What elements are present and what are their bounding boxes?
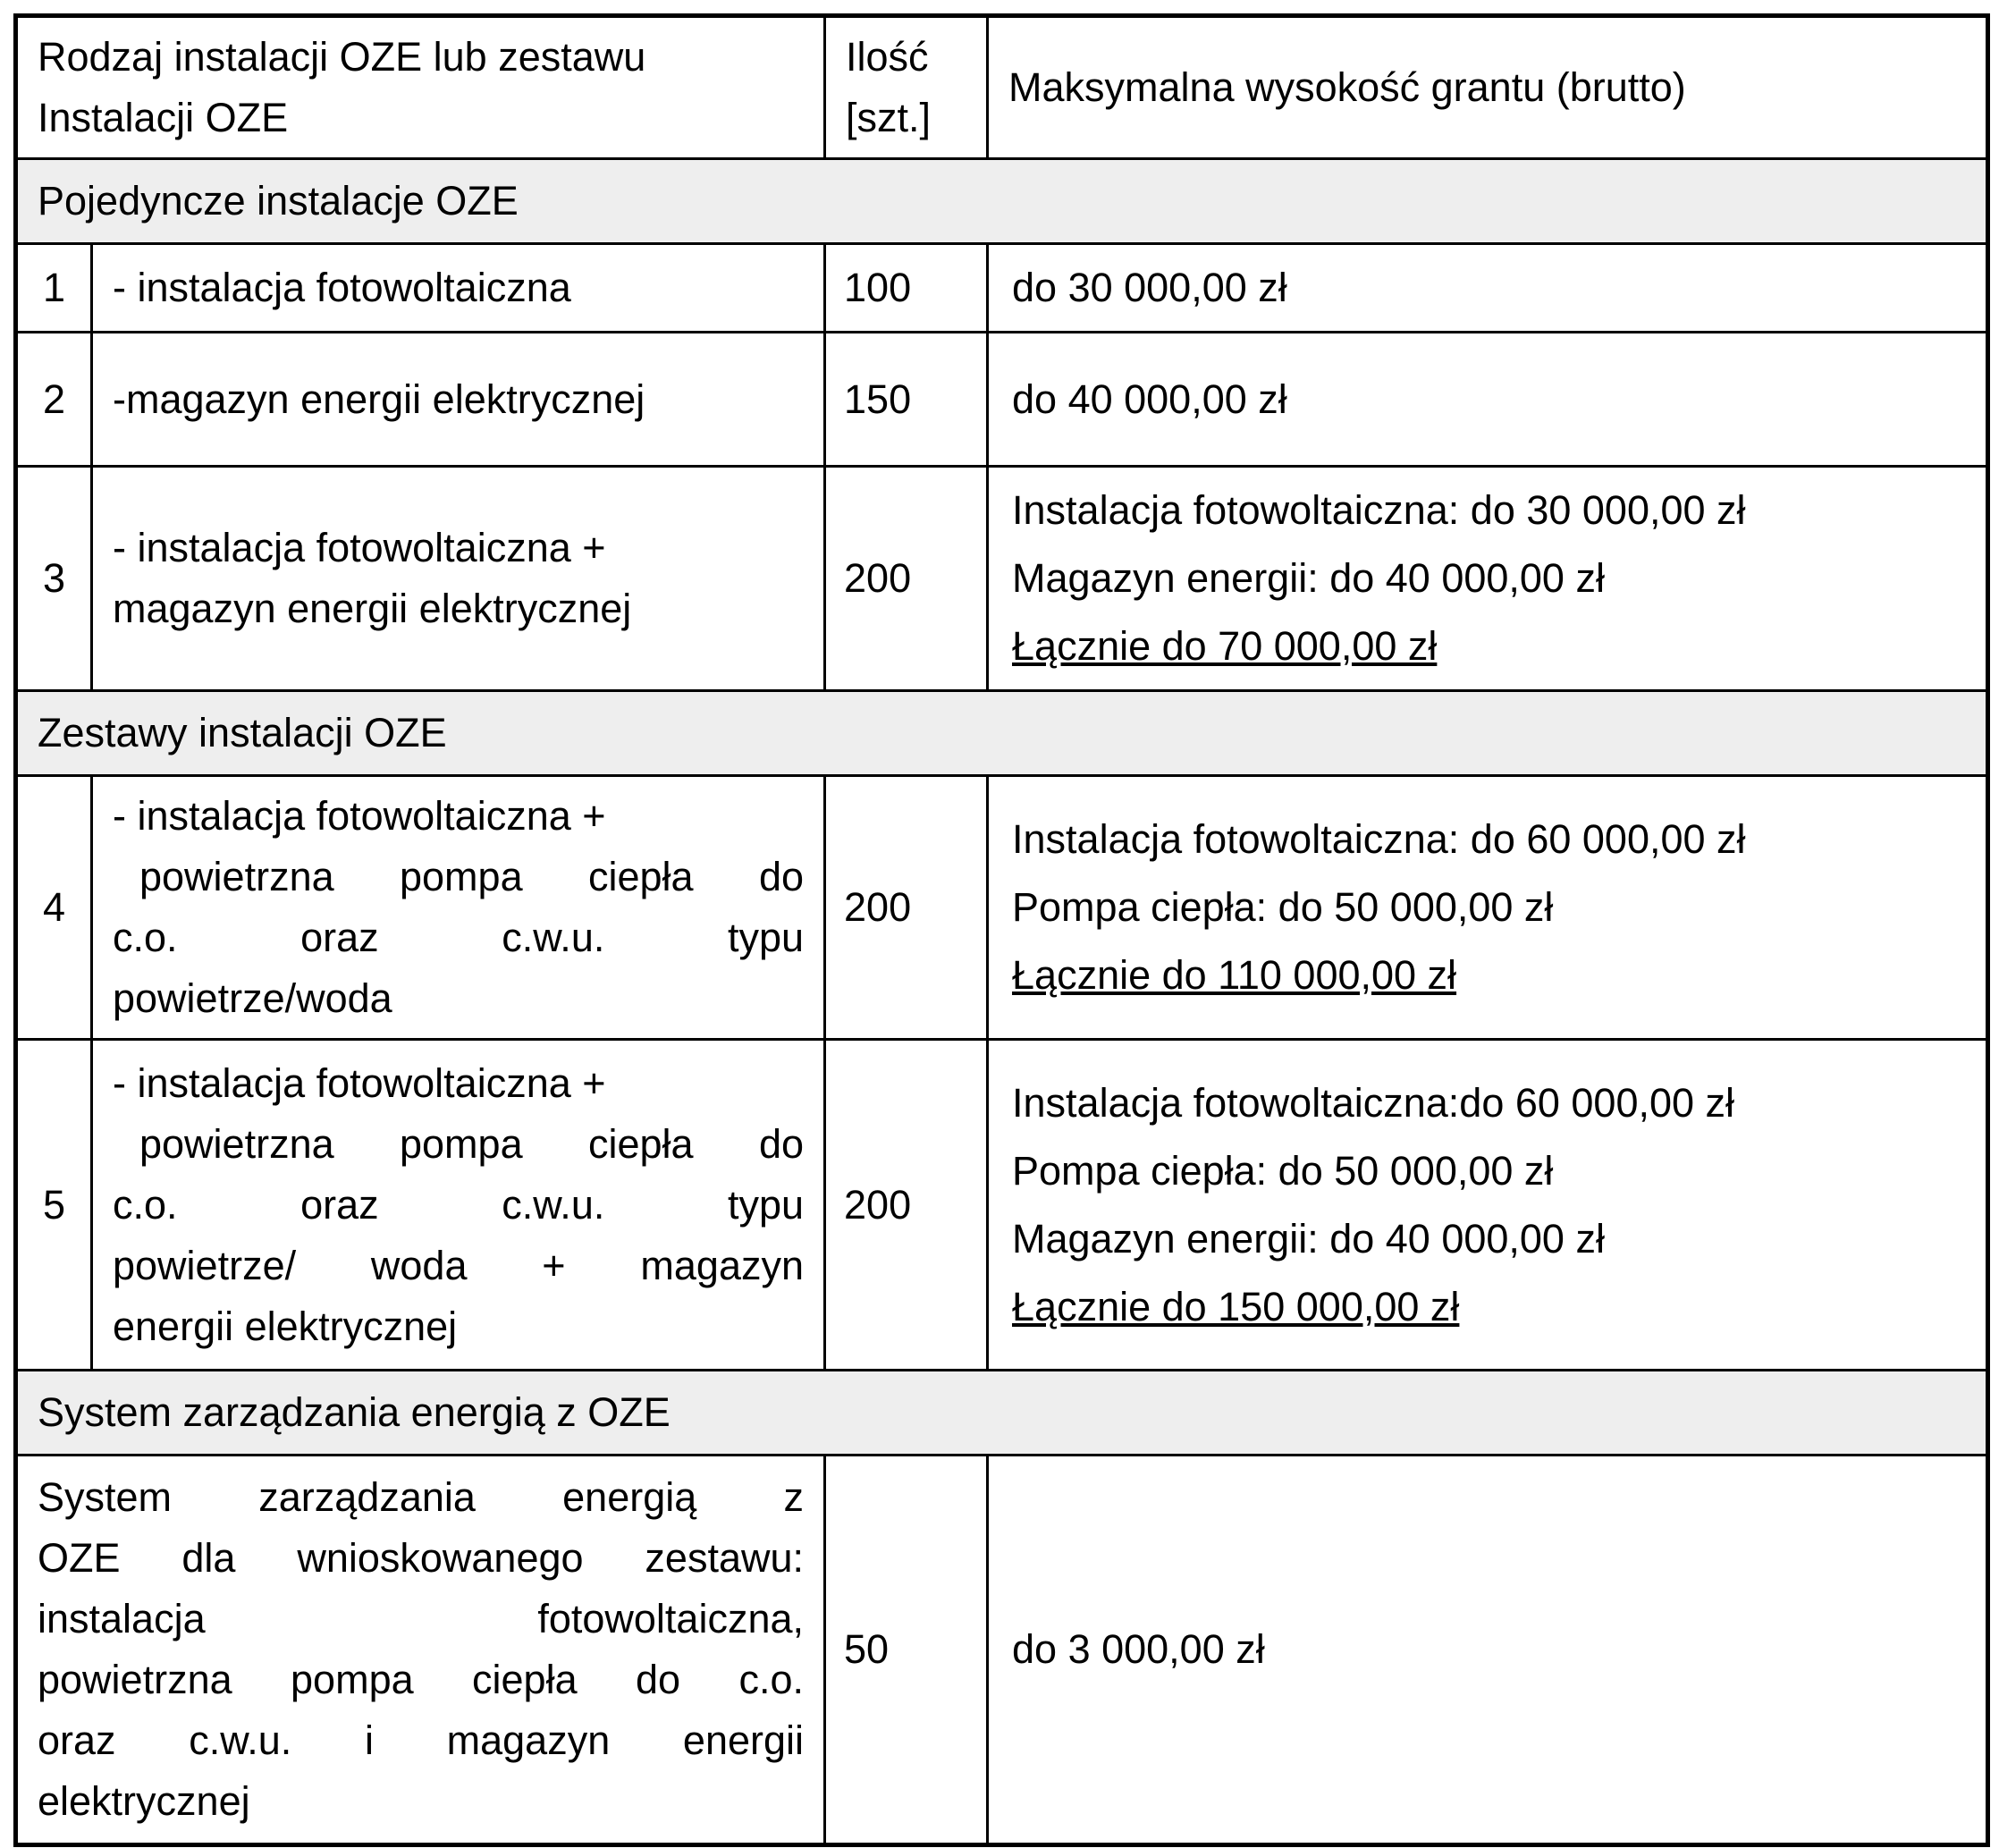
text-line: Łącznie do 70 000,00 zł <box>1012 623 1438 669</box>
table-row <box>16 467 1988 691</box>
table-row <box>16 1040 1988 1371</box>
grants-table <box>13 13 1990 1847</box>
row-number-cell: 4 <box>16 776 92 1040</box>
table-row <box>16 333 1988 467</box>
header-qty-line2: [szt.] <box>846 95 932 140</box>
row-description-cell <box>92 467 825 691</box>
row-quantity-cell: 200 <box>825 467 988 691</box>
text-line: - instalacja fotowoltaiczna <box>113 265 571 310</box>
row-grant-cell <box>988 244 1988 333</box>
text-line: Instalacja fotowoltaiczna: do 30 000,00 zł <box>1012 487 1746 533</box>
text-line: Magazyn energii: do 40 000,00 zł <box>1012 555 1605 601</box>
text-line: c.o. oraz c.w.u. typu <box>113 915 805 960</box>
row-grant-cell <box>988 1040 1988 1371</box>
text-line: oraz c.w.u. i magazyn energii <box>38 1717 805 1763</box>
text-line: powietrzna pompa ciepła do <box>139 854 805 899</box>
text-line: do 3 000,00 zł <box>1012 1626 1265 1672</box>
text-line: Pompa ciepła: do 50 000,00 zł <box>1012 884 1554 930</box>
header-grant-cell <box>988 16 1988 159</box>
section-label: System zarządzania energią z OZE <box>16 1371 1988 1456</box>
row-quantity-cell: 50 <box>825 1456 988 1845</box>
text-line: -magazyn energii elektrycznej <box>113 376 645 422</box>
row-description-cell <box>92 776 825 1040</box>
header-type-cell <box>16 16 825 159</box>
header-type-line2: Instalacji OZE <box>38 95 289 140</box>
table-row <box>16 244 1988 333</box>
row-quantity-cell: 200 <box>825 1040 988 1371</box>
row-description-cell <box>16 1456 825 1845</box>
text-line: powietrzna pompa ciepła do c.o. <box>38 1657 805 1702</box>
row-grant-cell <box>988 776 1988 1040</box>
row-number-cell: 2 <box>16 333 92 467</box>
row-grant-cell <box>988 1456 1988 1845</box>
text-line: Instalacja fotowoltaiczna: do 60 000,00 zł <box>1012 816 1746 862</box>
section-row <box>16 691 1988 776</box>
table-row <box>16 776 1988 1040</box>
row-description-cell <box>92 1040 825 1371</box>
table-row <box>16 1456 1988 1845</box>
row-number-cell: 3 <box>16 467 92 691</box>
text-line: Pompa ciepła: do 50 000,00 zł <box>1012 1147 1554 1194</box>
text-line: do 40 000,00 zł <box>1012 376 1287 422</box>
row-grant-cell <box>988 467 1988 691</box>
header-grant-label: Maksymalna wysokość grantu (brutto) <box>1008 64 1686 110</box>
text-line: - instalacja fotowoltaiczna + <box>113 793 606 839</box>
text-line: powietrze/ woda + magazyn <box>113 1242 805 1288</box>
text-line: elektrycznej <box>38 1778 250 1824</box>
header-type-line1: Rodzaj instalacji OZE lub zestawu <box>38 34 646 80</box>
row-number-cell: 5 <box>16 1040 92 1371</box>
header-qty-cell <box>825 16 988 159</box>
row-quantity-cell: 150 <box>825 333 988 467</box>
text-line: instalacja fotowoltaiczna, <box>38 1596 805 1641</box>
text-line: do 30 000,00 zł <box>1012 265 1287 310</box>
text-line: Instalacja fotowoltaiczna:do 60 000,00 zł <box>1012 1079 1735 1126</box>
text-line: powietrze/woda <box>113 975 392 1021</box>
row-description-cell <box>92 244 825 333</box>
text-line: Magazyn energii: do 40 000,00 zł <box>1012 1215 1605 1262</box>
text-line: c.o. oraz c.w.u. typu <box>113 1181 805 1228</box>
text-line: magazyn energii elektrycznej <box>113 586 632 631</box>
text-line: powietrzna pompa ciepła do <box>139 1120 805 1167</box>
row-description-cell <box>92 333 825 467</box>
text-line: - instalacja fotowoltaiczna + <box>113 1059 606 1106</box>
row-quantity-cell: 200 <box>825 776 988 1040</box>
table-header-row <box>16 16 1988 159</box>
header-qty-line1: Ilość <box>846 34 929 80</box>
section-label: Zestawy instalacji OZE <box>16 691 1988 776</box>
section-row <box>16 159 1988 244</box>
text-line: energii elektrycznej <box>113 1303 458 1349</box>
text-line: Łącznie do 110 000,00 zł <box>1012 952 1457 998</box>
row-quantity-cell: 100 <box>825 244 988 333</box>
text-line: - instalacja fotowoltaiczna + <box>113 525 606 570</box>
row-grant-cell <box>988 333 1988 467</box>
section-row <box>16 1371 1988 1456</box>
row-number-cell: 1 <box>16 244 92 333</box>
text-line: OZE dla wnioskowanego zestawu: <box>38 1535 805 1581</box>
text-line: Łącznie do 150 000,00 zł <box>1012 1283 1460 1329</box>
text-line: System zarządzania energią z <box>38 1474 805 1520</box>
section-label: Pojedyncze instalacje OZE <box>16 159 1988 244</box>
